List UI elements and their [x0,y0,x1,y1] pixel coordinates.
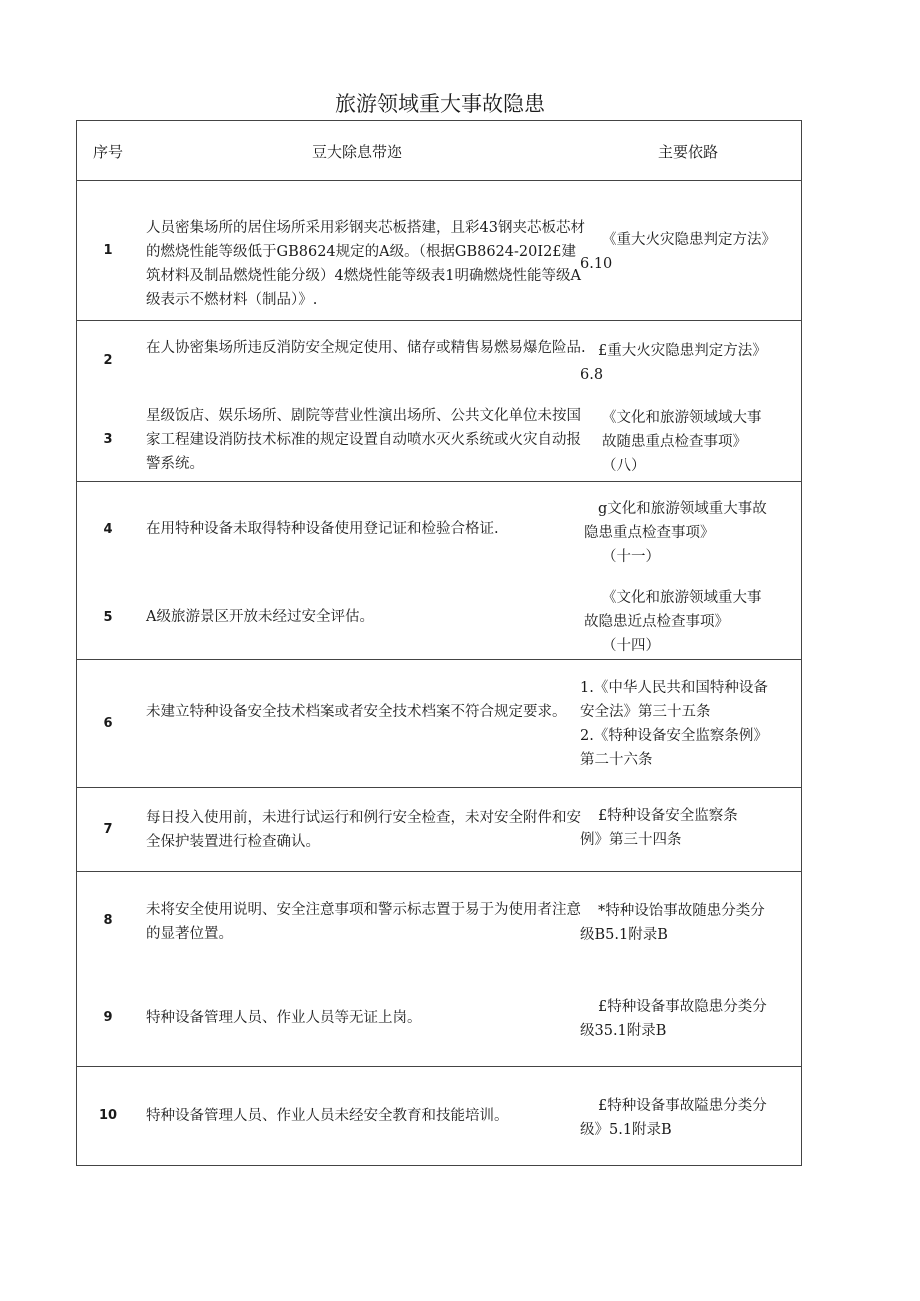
basis-line: *特种设饴事故随患分类分 [598,903,765,919]
header-basis: 主要依路 [658,143,719,161]
basis-line: 2.《特种设备安全监察条例》 [580,728,768,744]
legal-basis [580,228,802,276]
basis-line: （十四） [602,638,660,654]
hazard-description: 每日投入使用前，未进行试运行和例行安全检查，未对安全附件和安全保护装置进行检查确认。 [146,810,581,850]
legal-basis [580,804,802,852]
basis-line: 故随患重点检查事项》 [602,434,747,450]
basis-line: 6.10 [580,256,613,272]
basis-line: 《重大火灾隐患判定方法》 [602,232,776,248]
hazard-description: 在用特种设备未取得特种设备使用登记证和检验合格证. [146,521,499,537]
legal-basis [580,995,802,1043]
header-hazard: 豆大除息带迩 [312,143,403,161]
hazard-description: 未将安全使用说明、安全注意事项和警示标志置于易于为使用者注意的显著位置。 [146,902,581,942]
hazard-description: 特种设备管理人员、作业人员未经安全教育和技能培训。 [146,1108,509,1124]
row-divider [76,659,802,660]
row-number: 4 [103,522,113,537]
basis-line: 《文化和旅游领域重大事 [602,590,762,606]
row-number: 6 [103,716,113,731]
basis-line: £特种设备事故隘患分类分 [598,1098,767,1114]
basis-line: （八） [602,458,646,474]
hazard-description: 在人协密集场所违反消防安全规定使用、储存或精售易燃易爆危险品. [146,340,586,356]
basis-line: £特种设备安全监察条 [598,808,738,824]
row-divider [76,180,802,181]
legal-basis [580,339,802,387]
legal-basis [580,1094,802,1142]
basis-line: 级B5.1附录B [580,927,668,943]
hazard-description: 特种设备管理人员、作业人员等无证上岗。 [146,1010,422,1026]
row-number: 2 [103,353,113,368]
basis-line: 《文化和旅游领域域大事 [602,410,762,426]
legal-basis [580,899,802,947]
row-divider [76,320,802,321]
hazard-description: 未建立特种设备安全技术档案或者安全技术档案不符合规定要求。 [146,704,567,720]
legal-basis [580,406,802,478]
legal-basis [580,586,802,658]
row-divider [76,787,802,788]
row-number: 8 [103,913,113,928]
row-number: 3 [103,432,113,447]
basis-line: 第二十六条 [580,752,653,768]
basis-line: 隐患重点检查事项》 [584,525,715,541]
row-divider [76,871,802,872]
row-number: 10 [98,1108,118,1123]
basis-line: 例》第三十四条 [580,832,682,848]
basis-line: g文化和旅游领域重大事故 [598,501,767,517]
basis-line: £重大火灾隐患判定方法》 [598,343,767,359]
basis-line: £特种设备事故隐患分类分 [598,999,767,1015]
legal-basis [580,497,802,569]
row-number: 9 [103,1010,113,1025]
basis-line: 故隐患近点检查事项》 [584,614,729,630]
basis-line: 6.8 [580,367,604,383]
hazard-description: A级旅游景区开放未经过安全评估。 [146,609,374,625]
basis-line: （十一） [602,549,660,565]
row-divider [76,1066,802,1067]
header-number: 序号 [93,143,124,161]
row-number: 5 [103,610,113,625]
row-number: 7 [103,822,113,837]
basis-line: 级35.1附录B [580,1023,667,1039]
basis-line: 级》5.1附录B [580,1122,672,1138]
basis-line: 1.《中华人民共和国特种设备 [580,680,768,696]
row-divider [76,481,802,482]
legal-basis [580,676,802,772]
basis-line: 安全法》第三十五条 [580,704,711,720]
hazard-description: 星级饭店、娱乐场所、剧院等营业性演出场所、公共文化单位未按国家工程建设消防技术标准的规定设置自动喷水灭火系统或火灾自动报警系统。 [146,408,581,472]
hazard-description: 人员密集场所的居住场所采用彩钢夹芯板搭建，且彩43钢夹芯板芯材的燃烧性能等级低于GB8624规定的A级。（根据GB8624-20I2£建筑材料及制品燃烧性能分级）4燃烧性能等级表1明确燃烧性能等级A级表示不燃材料（制品）》. [146,220,585,308]
row-number: 1 [103,243,113,258]
document-title: 旅游领域重大事故隐患 [335,92,545,116]
